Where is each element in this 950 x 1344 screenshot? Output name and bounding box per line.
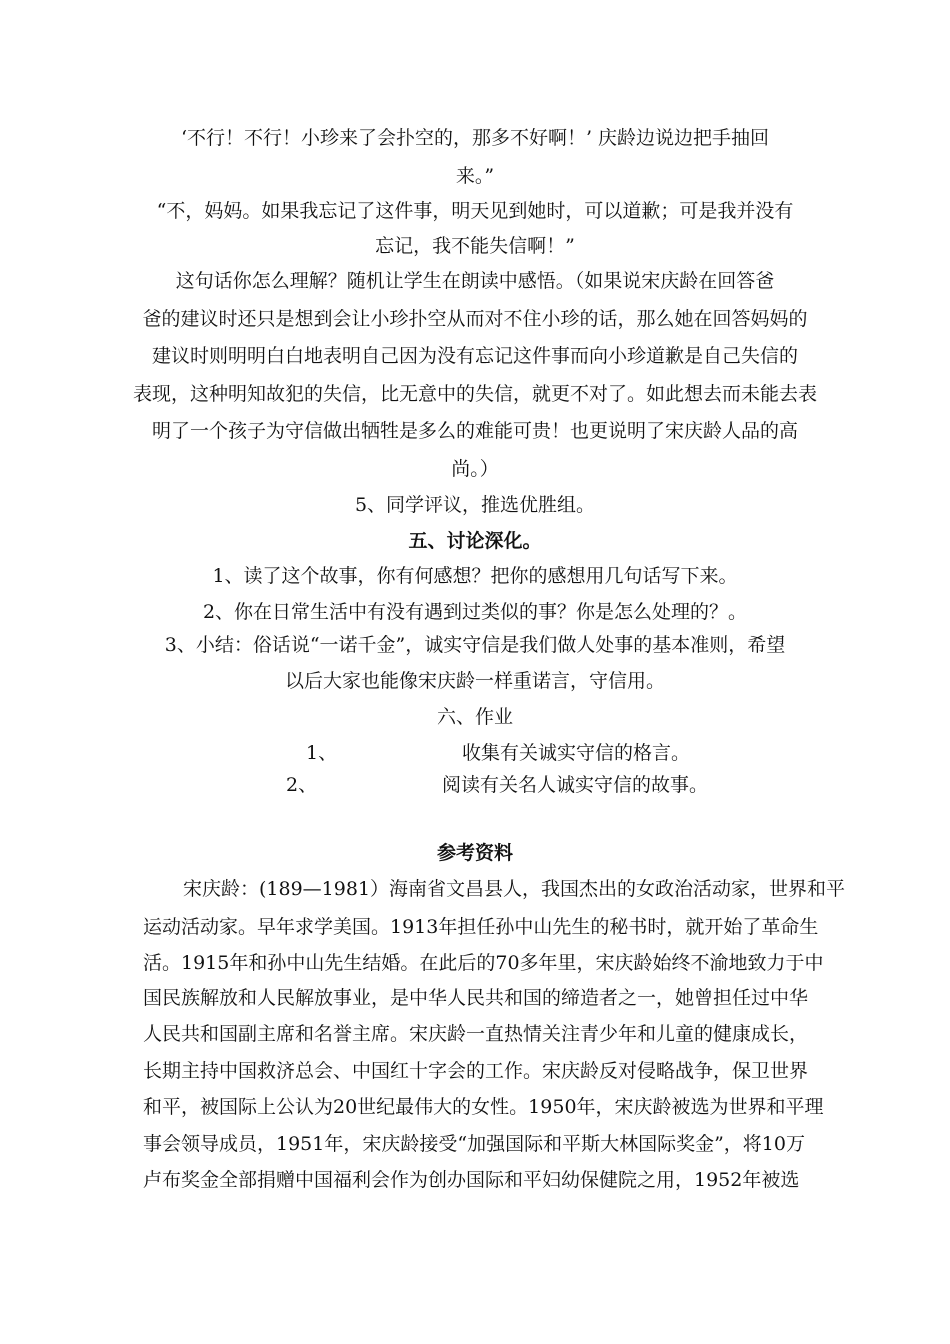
reference-line: 卢布奖金全部捐赠中国福利会作为创办国际和平妇幼保健院之用，1952年被选	[143, 1169, 800, 1191]
homework-item-number: 1、	[306, 742, 338, 764]
paragraph-line: 建议时则明明白白地表明自己因为没有忘记这件事而向小珍道歉是自己失信的	[151, 345, 798, 367]
discussion-item-1: 1、读了这个故事，你有何感想？把你的感想用几句话写下来。	[212, 565, 738, 587]
paragraph-line: 爸的建议时还只是想到会让小珍扑空从而对不住小珍的话，那么她在回答妈妈的	[142, 308, 808, 330]
quote2-line2: 忘记，我不能失信啊！”	[375, 235, 575, 257]
homework-item-text: 阅读有关名人诚实守信的故事。	[442, 774, 709, 796]
section-heading-homework: 六、作业	[436, 706, 513, 728]
reference-line: 国民族解放和人民解放事业，是中华人民共和国的缔造者之一，她曾担任过中华	[143, 987, 809, 1009]
section-heading-discussion: 五、讨论深化。	[408, 530, 542, 552]
discussion-item-3-line1: 3、小结：俗话说“一诺千金”，诚实守信是我们做人处事的基本准则，希望	[164, 634, 786, 656]
paragraph-line: 这句话你怎么理解？随机让学生在朗读中感悟。（如果说宋庆龄在回答爸	[175, 270, 775, 292]
quote1-line1: ‘不行！不行！小珍来了会扑空的，那多不好啊！’ 庆龄边说边把手抽回	[180, 127, 770, 149]
reference-line: 长期主持中国救济总会、中国红十字会的工作。宋庆龄反对侵略战争，保卫世界	[143, 1060, 809, 1082]
discussion-item-3-line2: 以后大家也能像宋庆龄一样重诺言，守信用。	[284, 670, 665, 692]
quote1-line2: 来。”	[455, 165, 495, 187]
paragraph-line: 尚。）	[451, 458, 499, 480]
reference-heading: 参考资料	[436, 842, 513, 864]
homework-item-number: 2、	[286, 774, 318, 796]
reference-line: 人民共和国副主席和名誉主席。宋庆龄一直热情关注青少年和儿童的健康成长，	[143, 1023, 809, 1045]
reference-line: 和平，被国际上公认为20世纪最伟大的女性。1950年，宋庆龄被选为世界和平理	[143, 1096, 824, 1118]
step5-line: 5、同学评议，推选优胜组。	[354, 494, 596, 516]
reference-line: 事会领导成员，1951年，宋庆龄接受“加强国际和平斯大林国际奖金”，将10万	[143, 1133, 805, 1155]
discussion-item-2: 2、你在日常生活中有没有遇到过类似的事？你是怎么处理的？。	[202, 601, 748, 623]
reference-line: 运动活动家。早年求学美国。1913年担任孙中山先生的秘书时，就开始了革命生	[143, 916, 819, 938]
reference-line: 活。1915年和孙中山先生结婚。在此后的70多年里，宋庆龄始终不渝地致力于中	[143, 952, 824, 974]
reference-line: 宋庆龄：(189—1981）海南省文昌县人，我国杰出的女政治活动家，世界和平	[183, 878, 846, 900]
paragraph-line: 表现，这种明知故犯的失信，比无意中的失信，就更不对了。如此想去而未能去表	[132, 383, 817, 405]
paragraph-line: 明了一个孩子为守信做出牺牲是多么的难能可贵！也更说明了宋庆龄人品的高	[151, 420, 798, 442]
homework-item-text: 收集有关诚实守信的格言。	[462, 742, 691, 764]
quote2-line1: “不，妈妈。如果我忘记了这件事，明天见到她时，可以道歉；可是我并没有	[156, 200, 794, 222]
